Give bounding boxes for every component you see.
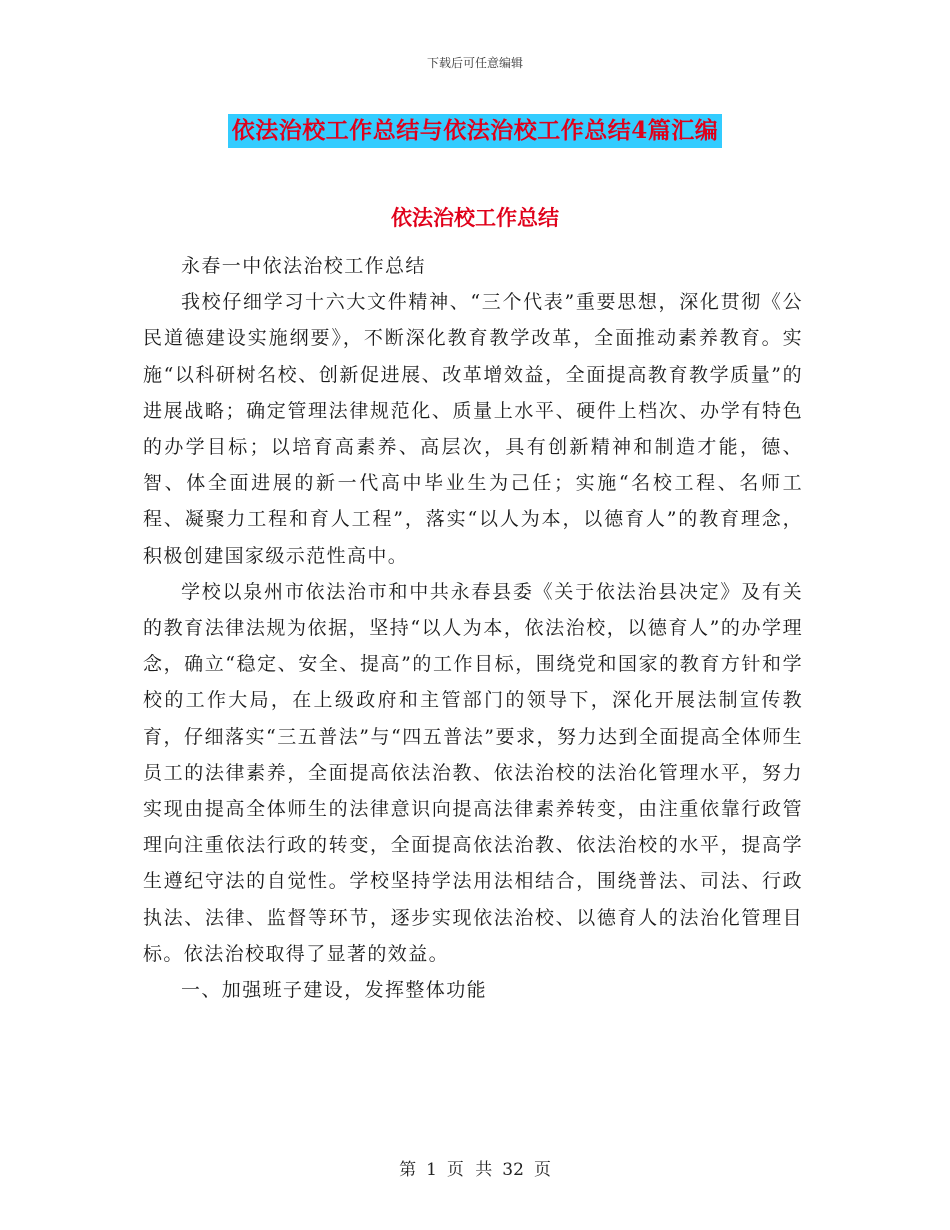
header-note: 下载后可任意编辑 [426,56,523,70]
section-title: 依法治校工作总结 [391,205,559,230]
total-pages: 32 [502,1160,524,1180]
doc-title: 依法治校工作总结与依法治校工作总结4篇汇编 [228,114,723,148]
footer-mid: 页 共 [446,1160,493,1180]
page-number: 1 [426,1160,437,1180]
doc-title-container [0,114,950,148]
paragraph-school-name: 永春一中依法治校工作总结 [181,255,426,277]
paragraph-intro: 我校仔细学习十六大文件精神、“三个代表”重要思想，深化贯彻《公民道德建设实施纲要》，不断深化教育教学改革，全面推动素养教育。实施“以科研树名校、创新促进展、改革增效益，全面提高教育教学质量”的进展战略；确定管理法律规范化、质量上水平、硬件上档次、办学有特色的办学目标；以培育高素养、高层次，具有创新精神和制造才能，德、智、体全面进展的新一代高中毕业生为己任；实施“名校工程、名师工程、凝聚力工程和育人工程”，落实“以人为本，以德育人”的教育理念，积极创建国家级示范性高中。 [143,291,803,567]
paragraph-rule-of-law: 学校以泉州市依法治市和中共永春县委《关于依法治县决定》及有关的教育法律法规为依据，坚持“以人为本，依法治校，以德育人”的办学理念，确立“稳定、安全、提高”的工作目标，围绕党和国家的教育方针和学校的工作大局，在上级政府和主管部门的领导下，深化开展法制宣传教育，仔细落实“三五普法”与“四五普法”要求，努力达到全面提高全体师生员工的法律素养，全面提高依法治教、依法治校的法治化管理水平，努力实现由提高全体师生的法律意识向提高法律素养转变，由注重依靠行政管理向注重依法行政的转变，全面提高依法治教、依法治校的水平，提高学生遵纪守法的自觉性。学校坚持学法用法相结合，围绕普法、司法、行政执法、法律、监督等环节，逐步实现依法治校、以德育人的法治化管理目标。依法治校取得了显著的效益。 [143,580,803,965]
page-footer [0,1155,950,1180]
paragraph-heading-one: 一、加强班子建设，发挥整体功能 [181,979,488,1002]
footer-suffix: 页 [533,1160,551,1180]
document-body [143,248,803,1008]
footer-prefix: 第 [399,1160,417,1180]
